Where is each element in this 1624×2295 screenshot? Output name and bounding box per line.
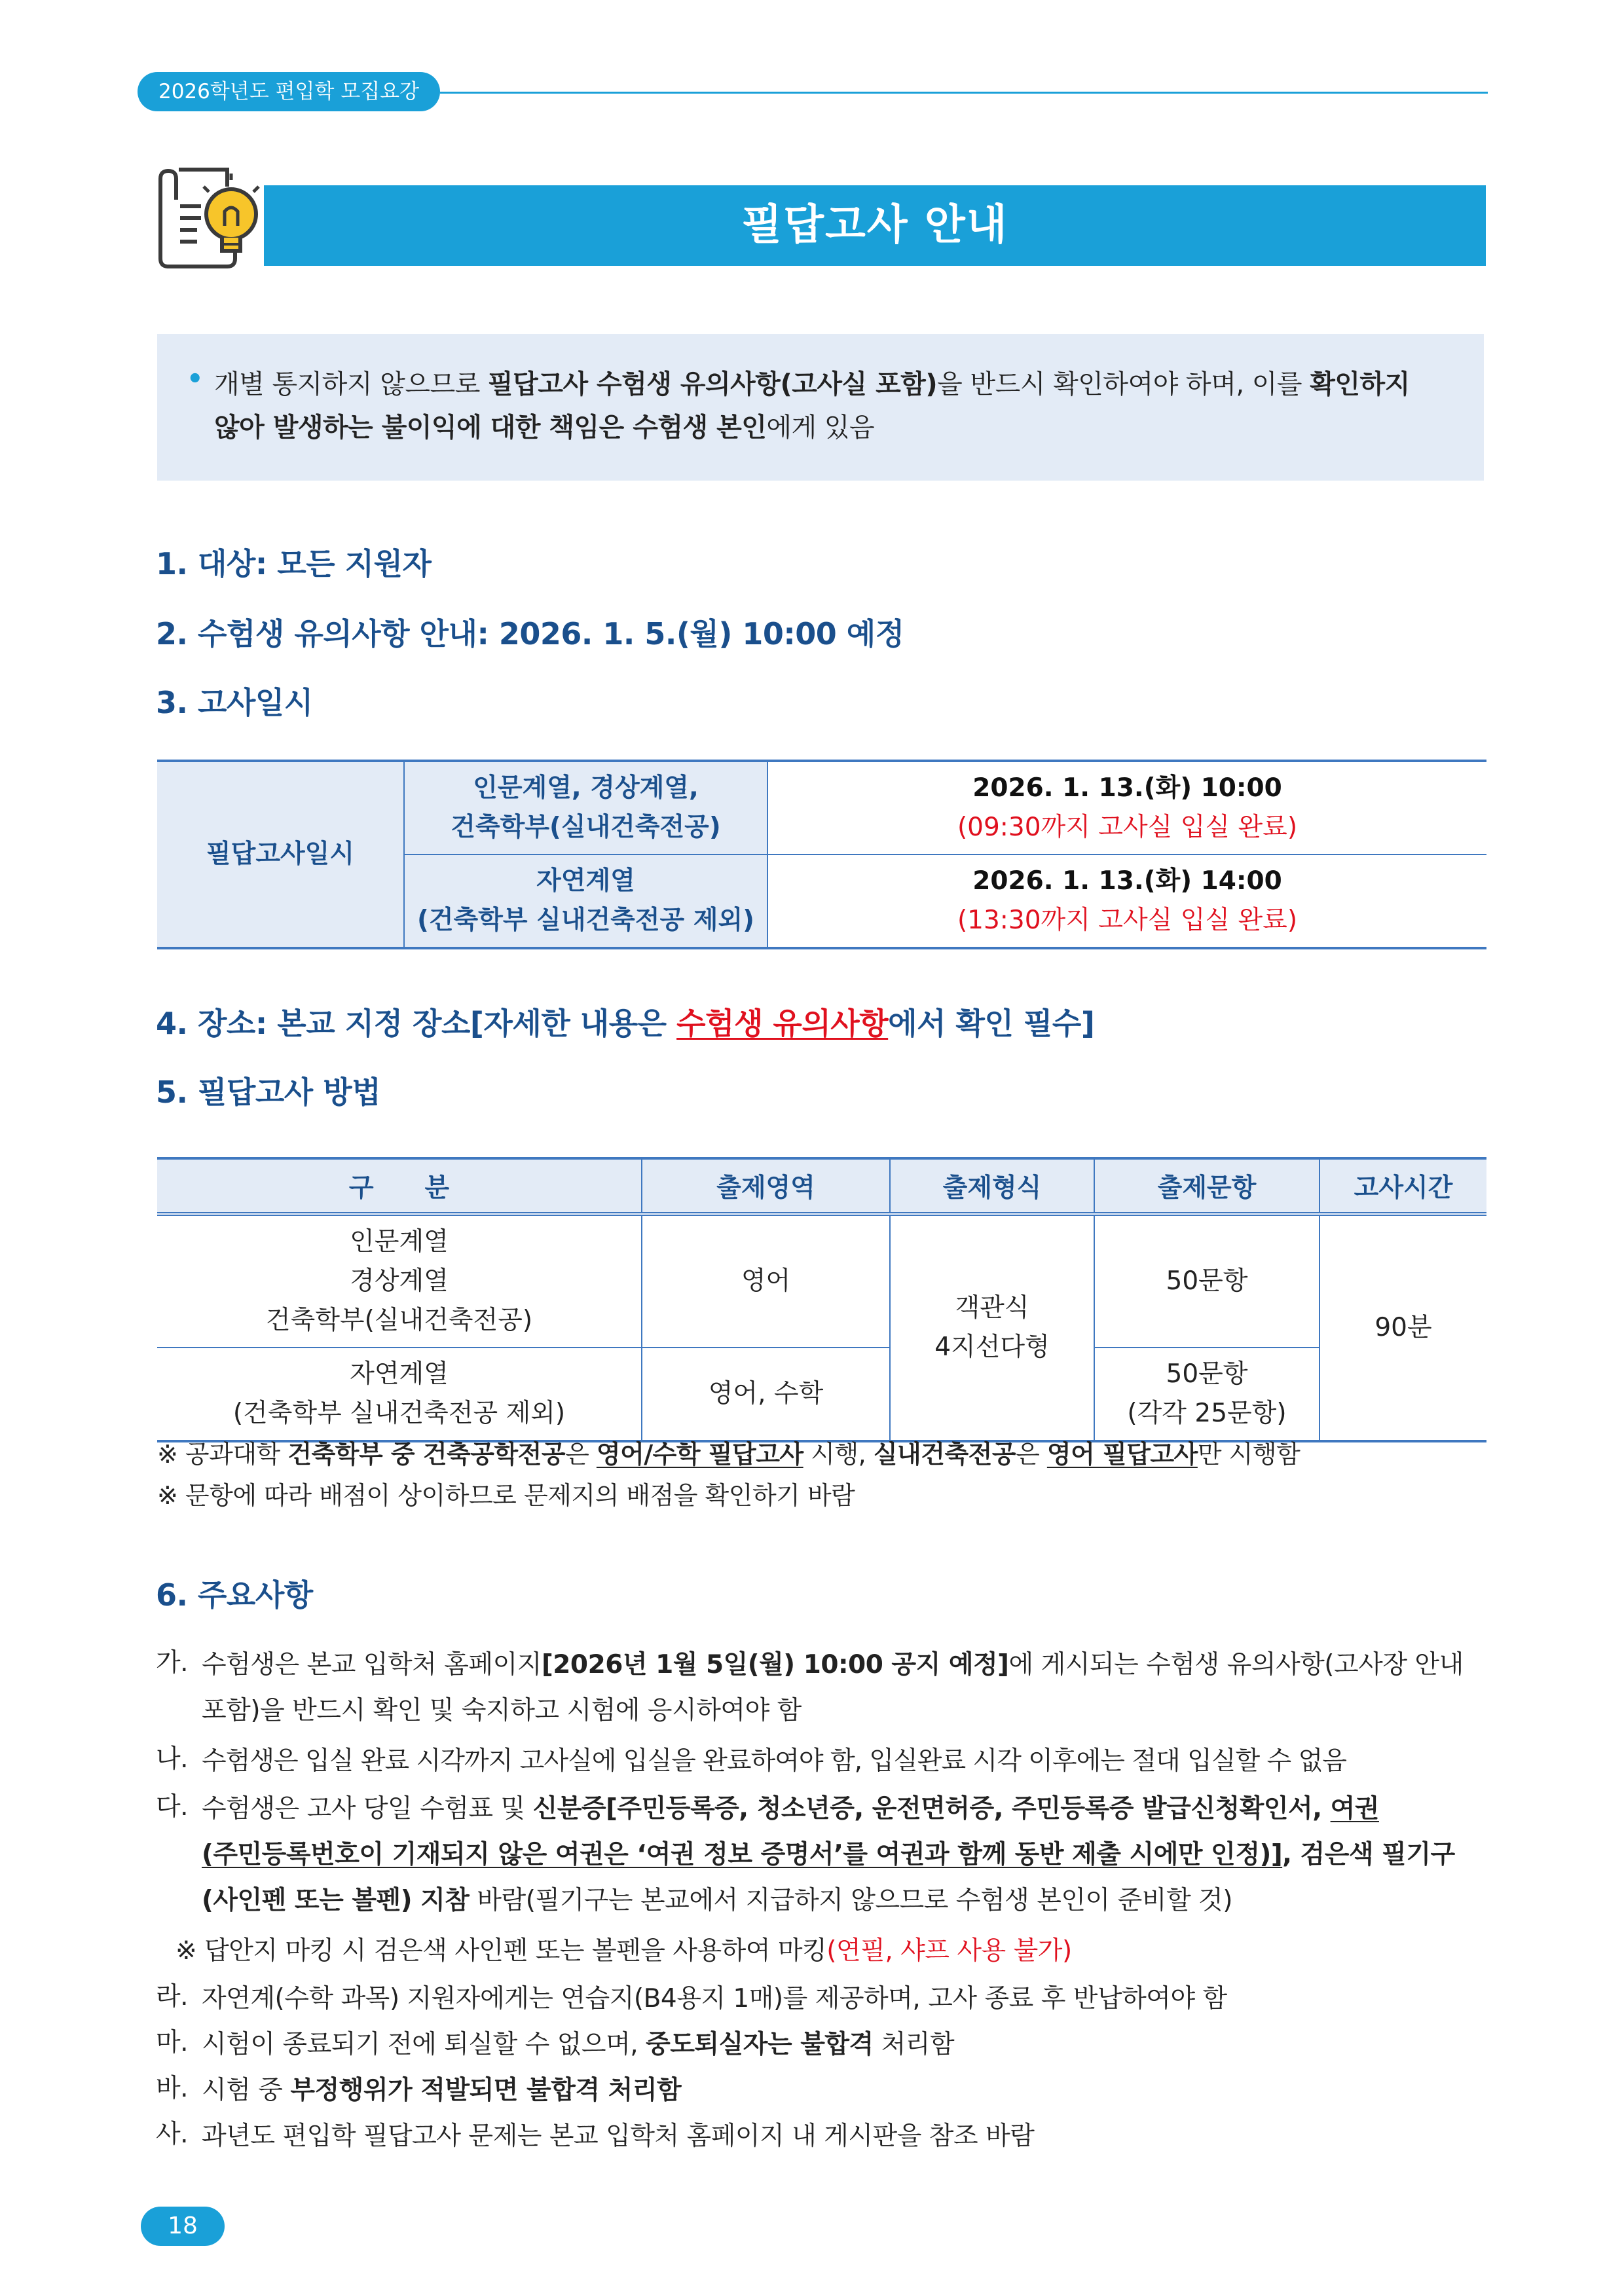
item-marker: 사. [156,2120,189,2149]
item-marker: 가. [156,1648,189,1678]
method-count: 50문항 (각각 25문항) [1094,1348,1320,1441]
page-title: 필답고사 안내 [264,185,1486,266]
method-table [157,1157,1486,1442]
col-header: 고사시간 [1320,1158,1486,1214]
item-marker: 라. [156,1982,189,2011]
header-label: 2026학년도 편입학 모집요강 [138,72,440,111]
method-time: 90분 [1320,1214,1486,1441]
section-5-heading: 5. 필답고사 방법 [156,1074,381,1110]
item-text: 시험 중 부정행위가 적발되면 불합격 처리함 [202,2076,682,2105]
section-1-heading: 1. 대상: 모든 지원자 [156,546,432,581]
header-rule [440,92,1488,94]
col-header: 출제문항 [1094,1158,1320,1214]
item-na [156,1738,1492,1784]
schedule-table [157,760,1486,949]
item-marker: 나. [156,1744,189,1774]
document-lightbulb-icon [154,160,265,272]
col-header: 출제형식 [890,1158,1094,1214]
item-text: 수험생은 고사 당일 수험표 및 신분증[주민등록증, 청소년증, 운전면허증, 주민등록증 발급신청확인서, 여권(주민등록번호이 기재되지 않은 여권은 ‘여권 정보 증명서’를 여권과 함께 동반 제출 시에만 인정)], 검은색 필기구(사인펜 또는 볼펜) 지참 바람(필기구는 본교에서 지급하지 않으므로 수험생 본인이 준비할 것) [202,1794,1455,1915]
item-sa [156,2114,1492,2159]
item-marker: 마. [156,2028,189,2057]
item-da-note: ※ 답안지 마킹 시 검은색 사인펜 또는 볼펜을 사용하여 마킹(연필, 샤프 사용 불가) [175,1936,1072,1966]
item-ga [156,1642,1492,1740]
table-row [157,761,1486,854]
notice-text: 개별 통지하지 않으므로 필답고사 수험생 유의사항(고사실 포함)을 반드시 확인하여야 하며, 이를 확인하지 않아 발생하는 불이익에 대한 책임은 수험생 본인에게 있음 [214,369,1410,443]
table-row [157,1214,1486,1348]
item-ba [156,2068,1492,2114]
method-note-2: ※ 문항에 따라 배점이 상이하므로 문제지의 배점을 확인하기 바람 [157,1481,855,1510]
method-count: 50문항 [1094,1214,1320,1348]
item-da [156,1786,1492,1930]
schedule-label: 필답고사일시 [157,761,404,948]
section-6-heading: 6. 주요사항 [156,1577,313,1613]
method-area: 영어, 수학 [642,1348,890,1441]
method-group: 자연계열 (건축학부 실내건축전공 제외) [157,1348,642,1441]
schedule-time: 2026. 1. 13.(화) 10:00 (09:30까지 고사실 입실 완료) [767,761,1486,854]
page-number: 18 [141,2207,225,2246]
schedule-time: 2026. 1. 13.(화) 14:00 (13:30까지 고사실 입실 완료) [767,854,1486,948]
item-text: 시험이 종료되기 전에 퇴실할 수 없으며, 중도퇴실자는 불합격 처리함 [202,2030,955,2059]
table-row [157,1348,1486,1441]
section-4-heading: 4. 장소: 본교 지정 장소[자세한 내용은 수험생 유의사항에서 확인 필수] [156,1006,1095,1041]
section-3-heading: 3. 고사일시 [156,685,313,720]
method-group: 인문계열 경상계열 건축학부(실내건축전공) [157,1214,642,1348]
item-text: 자연계(수학 과목) 지원자에게는 연습지(B4용지 1매)를 제공하며, 고사 종료 후 반납하여야 함 [202,1984,1227,2013]
method-format: 객관식 4지선다형 [890,1214,1094,1441]
item-marker: 바. [156,2074,189,2103]
notice-bullet: • [187,364,204,394]
item-text: 수험생은 입실 완료 시각까지 고사실에 입실을 완료하여야 함, 입실완료 시각 이후에는 절대 입실할 수 없음 [202,1746,1346,1776]
method-area: 영어 [642,1214,890,1348]
col-header: 출제영역 [642,1158,890,1214]
schedule-group: 인문계열, 경상계열, 건축학부(실내건축전공) [404,761,767,854]
item-ra [156,1976,1492,2022]
item-text: 과년도 편입학 필답고사 문제는 본교 입학처 홈페이지 내 게시판을 참조 바람 [202,2121,1035,2151]
item-ma [156,2022,1492,2068]
schedule-group: 자연계열 (건축학부 실내건축전공 제외) [404,854,767,948]
table-header-row [157,1158,1486,1214]
item-text: 수험생은 본교 입학처 홈페이지[2026년 1월 5일(월) 10:00 공지 예정]에 게시되는 수험생 유의사항(고사장 안내 포함)을 반드시 확인 및 숙지하고 시험에 응시하여야 함 [202,1650,1464,1725]
item-marker: 다. [156,1792,189,1822]
section-2-heading: 2. 수험생 유의사항 안내: 2026. 1. 5.(월) 10:00 예정 [156,616,904,652]
method-note-1: ※ 공과대학 건축학부 중 건축공학전공은 영어/수학 필답고사 시행, 실내건축전공은 영어 필답고사만 시행함 [157,1440,1301,1469]
col-header: 구 분 [157,1158,642,1214]
